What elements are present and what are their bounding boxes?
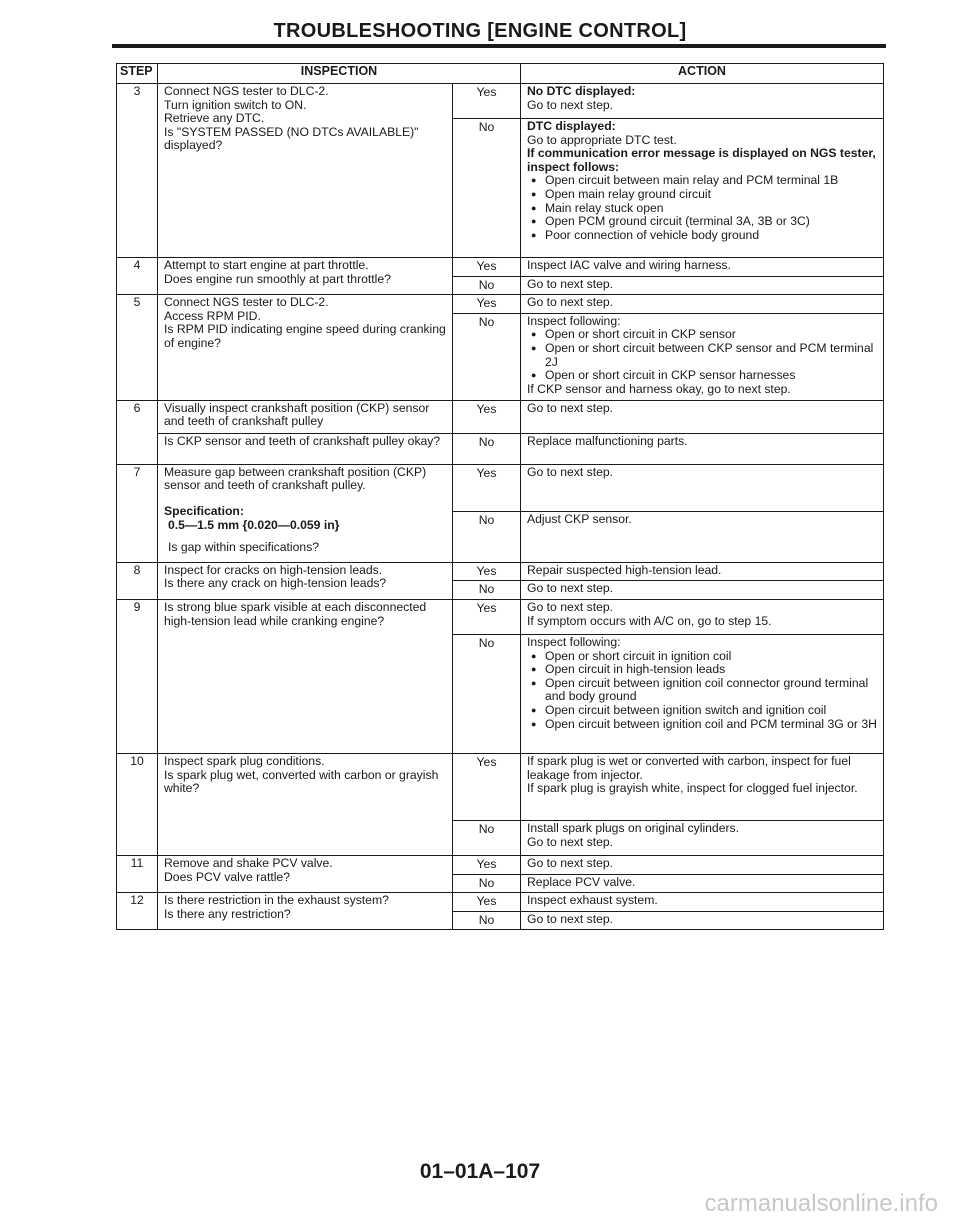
action-cell: Replace malfunctioning parts. xyxy=(521,433,884,464)
action-heading: No DTC displayed: xyxy=(527,84,636,98)
column-header-inspection: INSPECTION xyxy=(158,64,521,84)
result-no: No xyxy=(453,313,521,400)
table-row xyxy=(117,295,884,314)
result-yes: Yes xyxy=(453,893,521,912)
bullet-item: ● Open or short circuit in CKP sensor xyxy=(545,328,877,342)
action-cell: If spark plug is wet or converted with carbon, inspect for fuel leakage from injector. If spark plug is grayish white, inspect for clogged fuel injector. xyxy=(521,753,884,820)
inspection-text: Measure gap between crankshaft position (CKP) sensor and teeth of crankshaft pulley. xyxy=(164,464,427,493)
result-yes: Yes xyxy=(453,84,521,119)
action-bullet-list xyxy=(527,174,877,242)
inspection-cell: Connect NGS tester to DLC-2. Access RPM PID. Is RPM PID indicating engine speed during cranking of engine? xyxy=(158,295,453,401)
result-yes: Yes xyxy=(453,599,521,634)
action-cell: Go to next step. xyxy=(521,295,884,314)
inspection-cell: Inspect for cracks on high-tension leads. Is there any crack on high-tension leads? xyxy=(158,562,453,599)
table-row xyxy=(117,599,884,634)
inspection-cell: Is strong blue spark visible at each disconnected high-tension lead while cranking engine? xyxy=(158,599,453,753)
result-yes: Yes xyxy=(453,562,521,581)
bullet-item: ● Open or short circuit in ignition coil xyxy=(545,650,877,664)
step-number: 9 xyxy=(117,599,158,753)
action-text: Inspect following: xyxy=(527,634,621,649)
column-header-step: STEP xyxy=(117,64,158,84)
table-row xyxy=(117,464,884,511)
result-no: No xyxy=(453,911,521,930)
action-cell: Go to next step. If symptom occurs with A/C on, go to step 15. xyxy=(521,599,884,634)
inspection-cell: Is CKP sensor and teeth of crankshaft pulley okay? xyxy=(158,433,453,464)
result-no: No xyxy=(453,276,521,295)
troubleshooting-table xyxy=(116,63,884,930)
bullet-item: ● Open circuit between main relay and PCM terminal 1B xyxy=(545,174,877,188)
result-no: No xyxy=(453,119,521,258)
action-cell: Go to next step. xyxy=(521,911,884,930)
result-no: No xyxy=(453,581,521,600)
bullet-item: ● Open circuit between ignition switch and ignition coil xyxy=(545,704,877,718)
inspection-cell: Visually inspect crankshaft position (CKP) sensor and teeth of crankshaft pulley xyxy=(158,400,453,433)
action-cell: Go to next step. xyxy=(521,855,884,874)
bullet-item: ● Open circuit between ignition coil connector ground terminal and body ground xyxy=(545,677,877,704)
inspection-cell: Connect NGS tester to DLC-2. Turn ignition switch to ON. Retrieve any DTC. Is "SYSTEM PASSED (NO DTCs AVAILABLE)" displayed? xyxy=(158,84,453,258)
inspection-cell xyxy=(158,464,453,562)
result-yes: Yes xyxy=(453,295,521,314)
action-cell xyxy=(521,313,884,400)
action-heading: If communication error message is displayed on NGS tester, inspect follows: xyxy=(527,146,876,174)
action-text: If CKP sensor and harness okay, go to next step. xyxy=(527,381,791,396)
action-cell xyxy=(521,119,884,258)
result-yes: Yes xyxy=(453,464,521,511)
result-no: No xyxy=(453,634,521,753)
bullet-item: ● Main relay stuck open xyxy=(545,202,877,216)
action-bullet-list xyxy=(527,328,877,382)
table-row xyxy=(117,562,884,581)
bullet-item: ● Open circuit between ignition coil and PCM terminal 3G or 3H xyxy=(545,718,877,732)
page-title: TROUBLESHOOTING [ENGINE CONTROL] xyxy=(273,20,687,42)
step-number: 7 xyxy=(117,464,158,562)
bullet-item: ● Open or short circuit in CKP sensor harnesses xyxy=(545,369,877,383)
action-cell: Install spark plugs on original cylinders. Go to next step. xyxy=(521,820,884,855)
step-number: 10 xyxy=(117,753,158,855)
table-row xyxy=(117,400,884,433)
bullet-item: ● Open circuit in high-tension leads xyxy=(545,663,877,677)
table-header-row xyxy=(117,64,884,84)
result-yes: Yes xyxy=(453,400,521,433)
bullet-item: ● Open or short circuit between CKP sensor and PCM terminal 2J xyxy=(545,342,877,369)
inspection-cell: Attempt to start engine at part throttle. Does engine run smoothly at part throttle? xyxy=(158,258,453,295)
step-number: 3 xyxy=(117,84,158,258)
bullet-item: ● Open main relay ground circuit xyxy=(545,188,877,202)
header-rule xyxy=(112,44,886,48)
result-no: No xyxy=(453,874,521,893)
result-yes: Yes xyxy=(453,753,521,820)
result-no: No xyxy=(453,511,521,562)
action-cell: Inspect exhaust system. xyxy=(521,893,884,912)
spec-value: 0.5—1.5 mm {0.020—0.059 in} xyxy=(168,517,340,532)
action-cell: Inspect IAC valve and wiring harness. xyxy=(521,258,884,277)
inspection-cell: Inspect spark plug conditions. Is spark plug wet, converted with carbon or grayish white? xyxy=(158,753,453,855)
column-header-action: ACTION xyxy=(521,64,884,84)
action-text: Go to appropriate DTC test. xyxy=(527,132,677,147)
step-number: 4 xyxy=(117,258,158,295)
result-yes: Yes xyxy=(453,855,521,874)
bullet-item: ● Poor connection of vehicle body ground xyxy=(545,229,877,243)
spec-label: Specification: xyxy=(164,503,244,518)
step-number: 11 xyxy=(117,855,158,892)
action-cell xyxy=(521,634,884,753)
action-text: Inspect following: xyxy=(527,313,621,328)
action-cell: Go to next step. xyxy=(521,581,884,600)
action-heading: DTC displayed: xyxy=(527,119,616,133)
watermark: carmanualsonline.info xyxy=(704,1190,938,1217)
table-row xyxy=(117,855,884,874)
action-cell: Go to next step. xyxy=(521,276,884,295)
action-cell: Adjust CKP sensor. xyxy=(521,511,884,562)
table-row xyxy=(117,753,884,820)
step-number: 12 xyxy=(117,893,158,930)
inspection-cell: Is there restriction in the exhaust system? Is there any restriction? xyxy=(158,893,453,930)
result-no: No xyxy=(453,433,521,464)
step-number: 8 xyxy=(117,562,158,599)
table-row xyxy=(117,258,884,277)
page-number: 01–01A–107 xyxy=(419,1160,541,1183)
result-no: No xyxy=(453,820,521,855)
action-cell xyxy=(521,84,884,119)
result-yes: Yes xyxy=(453,258,521,277)
bullet-item: ● Open PCM ground circuit (terminal 3A, 3B or 3C) xyxy=(545,215,877,229)
inspection-text: Is gap within specifications? xyxy=(168,540,320,555)
action-cell: Go to next step. xyxy=(521,400,884,433)
table-row xyxy=(117,893,884,912)
table-row xyxy=(117,84,884,119)
action-cell: Repair suspected high-tension lead. xyxy=(521,562,884,581)
action-cell: Replace PCV valve. xyxy=(521,874,884,893)
action-cell: Go to next step. xyxy=(521,464,884,511)
table-row xyxy=(117,433,884,464)
action-text: Go to next step. xyxy=(527,97,614,112)
inspection-cell: Remove and shake PCV valve. Does PCV valve rattle? xyxy=(158,855,453,892)
step-number: 5 xyxy=(117,295,158,401)
step-number: 6 xyxy=(117,400,158,464)
action-bullet-list xyxy=(527,650,877,732)
